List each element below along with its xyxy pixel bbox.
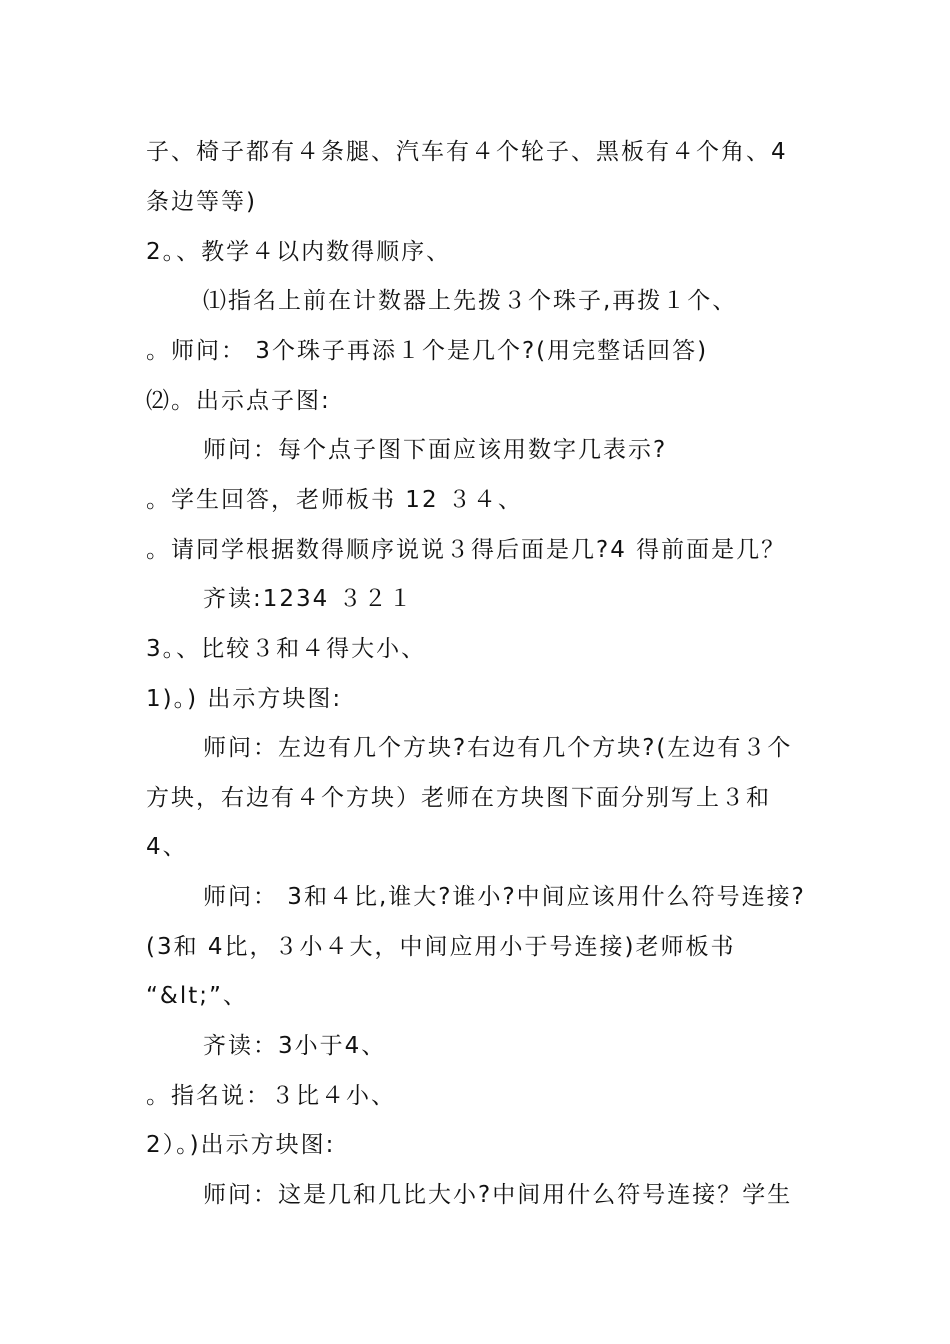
text-line-7: 师问：每个点子图下面应该用数字几表示?	[203, 437, 668, 463]
text-line-1: 子、椅子都有４条腿、汽车有４个轮子、黑板有４个角、4	[146, 139, 788, 165]
text-line-22: 师问：这是几和几比大小?中间用什么符号连接？学生	[203, 1182, 793, 1208]
text-line-11: 3。、比较３和４得大小、	[146, 636, 427, 662]
text-line-14: 方块，右边有４个方块）老师在方块图下面分别写上３和	[146, 785, 771, 811]
text-line-3: 2。、教学４以内数得顺序、	[146, 239, 452, 265]
text-line-18: “&lt;”、	[146, 983, 248, 1009]
text-line-9: 。请同学根据数得顺序说说３得后面是几?4 得前面是几？	[146, 537, 787, 563]
text-line-6: ⑵。出示点子图:	[146, 388, 331, 414]
text-line-8: 。学生回答，老师板书 12 ３４、	[146, 487, 523, 513]
text-line-16: 师问： 3和４比,谁大?谁小?中间应该用什么符号连接?	[203, 884, 806, 910]
text-line-2: 条边等等)	[146, 189, 257, 215]
text-line-17: (3和 4比，３小４大，中间应用小于号连接)老师板书	[146, 934, 736, 960]
text-line-5: 。师问： 3个珠子再添１个是几个?(用完整话回答)	[146, 338, 709, 364]
text-line-4: ⑴指名上前在计数器上先拨３个珠子,再拨１个、	[203, 288, 738, 314]
text-line-15: 4、	[146, 834, 188, 860]
text-line-12: 1)。) 出示方块图:	[146, 686, 343, 712]
text-line-13: 师问：左边有几个方块?右边有几个方块?(左边有３个	[203, 735, 793, 761]
text-line-20: 。指名说：３比４小、	[146, 1083, 396, 1109]
text-line-19: 齐读：3小于4、	[203, 1033, 387, 1059]
text-line-21: 2）。)出示方块图:	[146, 1132, 336, 1158]
text-line-10: 齐读:1234 ３２１	[203, 586, 414, 612]
